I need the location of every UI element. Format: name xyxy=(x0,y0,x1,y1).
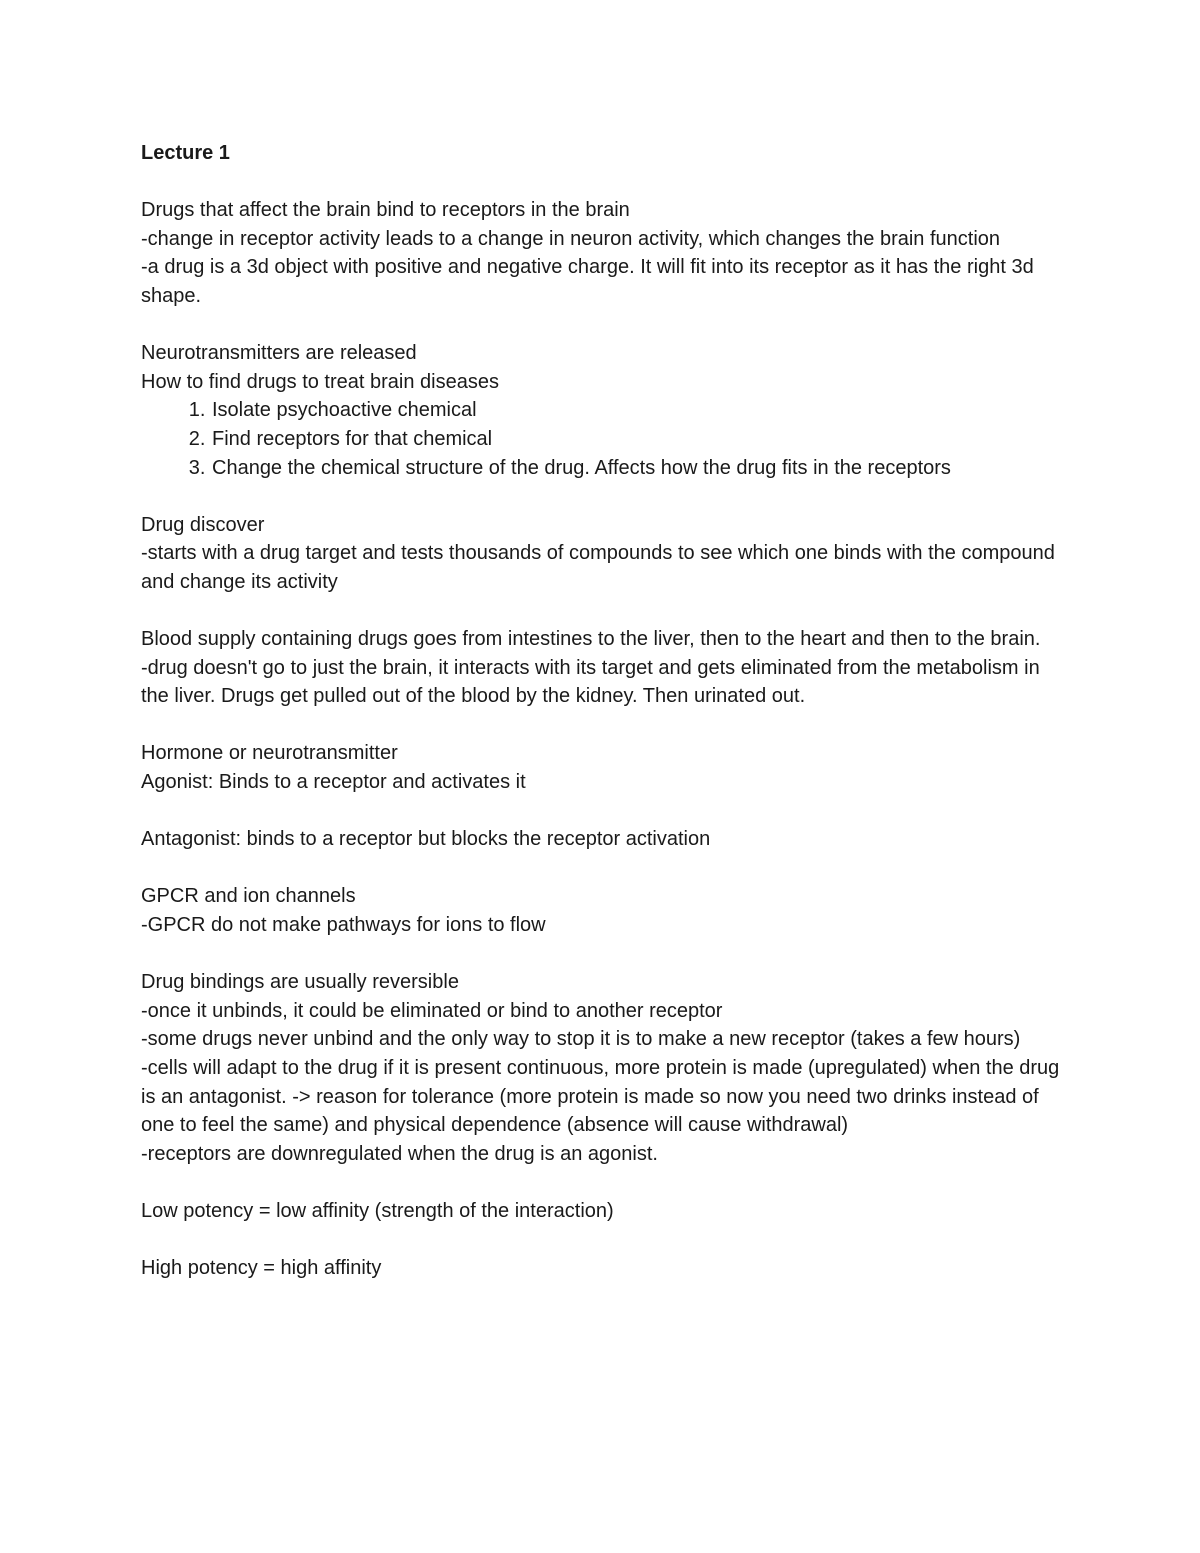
text-line: Antagonist: binds to a receptor but blocks the receptor activation xyxy=(141,828,711,851)
text-line: -receptors are downregulated when the drug is an agonist. xyxy=(141,1142,658,1165)
section-gpcr xyxy=(141,882,1061,939)
section-antagonist xyxy=(141,825,1061,854)
section-drug-binding xyxy=(141,196,1061,310)
text-line: Drug discover xyxy=(141,513,265,536)
list-item: 3. Change the chemical structure of the drug. Affects how the drug fits in the receptors xyxy=(211,454,1061,483)
list-item: 1. Isolate psychoactive chemical xyxy=(211,396,1061,425)
section-drug-bindings xyxy=(141,968,1061,1168)
text-line: -GPCR do not make pathways for ions to flow xyxy=(141,914,546,937)
text-line: -cells will adapt to the drug if it is present continuous, more protein is made (upregulated) when the drug is an antagonist. -> reason for tolerance (more protein is made so now you need two drinks instead of one to feel the same) and physical dependence (absence will cause withdrawal) xyxy=(141,1057,1060,1137)
section-low-potency xyxy=(141,1197,1061,1226)
text-line: How to find drugs to treat brain diseases xyxy=(141,370,499,393)
text-line: Hormone or neurotransmitter xyxy=(141,742,398,765)
text-line: Drug bindings are usually reversible xyxy=(141,971,459,994)
section-neurotransmitters xyxy=(141,339,1061,482)
list-item: 2. Find receptors for that chemical xyxy=(211,425,1061,454)
text-line: Blood supply containing drugs goes from intestines to the liver, then to the heart and then to the brain. xyxy=(141,628,1041,651)
section-high-potency xyxy=(141,1254,1061,1283)
text-line: -some drugs never unbind and the only way to stop it is to make a new receptor (takes a few hours) xyxy=(141,1028,1021,1051)
section-agonist xyxy=(141,739,1061,796)
spacer xyxy=(141,168,1061,197)
text-line: Low potency = low affinity (strength of the interaction) xyxy=(141,1199,614,1222)
section-drug-discover xyxy=(141,511,1061,597)
text-line: -once it unbinds, it could be eliminated or bind to another receptor xyxy=(141,999,723,1022)
text-line: Agonist: Binds to a receptor and activates it xyxy=(141,771,526,794)
spacer xyxy=(141,597,1061,626)
spacer xyxy=(141,940,1061,969)
spacer xyxy=(141,482,1061,511)
text-line: -change in receptor activity leads to a change in neuron activity, which changes the brain function xyxy=(141,227,1001,250)
section-blood-supply xyxy=(141,625,1061,711)
text-line: High potency = high affinity xyxy=(141,1257,382,1280)
spacer xyxy=(141,1226,1061,1255)
document-page xyxy=(141,139,1061,1283)
text-line: Neurotransmitters are released xyxy=(141,342,417,365)
lecture-title: Lecture 1 xyxy=(141,142,230,164)
spacer xyxy=(141,854,1061,883)
text-line: -starts with a drug target and tests thousands of compounds to see which one binds with the compound and change its activity xyxy=(141,542,1055,593)
spacer xyxy=(141,1168,1061,1197)
text-line: -a drug is a 3d object with positive and negative charge. It will fit into its receptor as it has the right 3d shape. xyxy=(141,256,1034,307)
numbered-list xyxy=(141,396,1061,482)
text-line: GPCR and ion channels xyxy=(141,885,356,908)
spacer xyxy=(141,797,1061,826)
text-line: -drug doesn't go to just the brain, it interacts with its target and gets eliminated from the metabolism in the liver. Drugs get pulled out of the blood by the kidney. Then urinated out. xyxy=(141,656,1040,708)
text-line: Drugs that affect the brain bind to receptors in the brain xyxy=(141,199,630,222)
spacer xyxy=(141,711,1061,740)
spacer xyxy=(141,311,1061,340)
